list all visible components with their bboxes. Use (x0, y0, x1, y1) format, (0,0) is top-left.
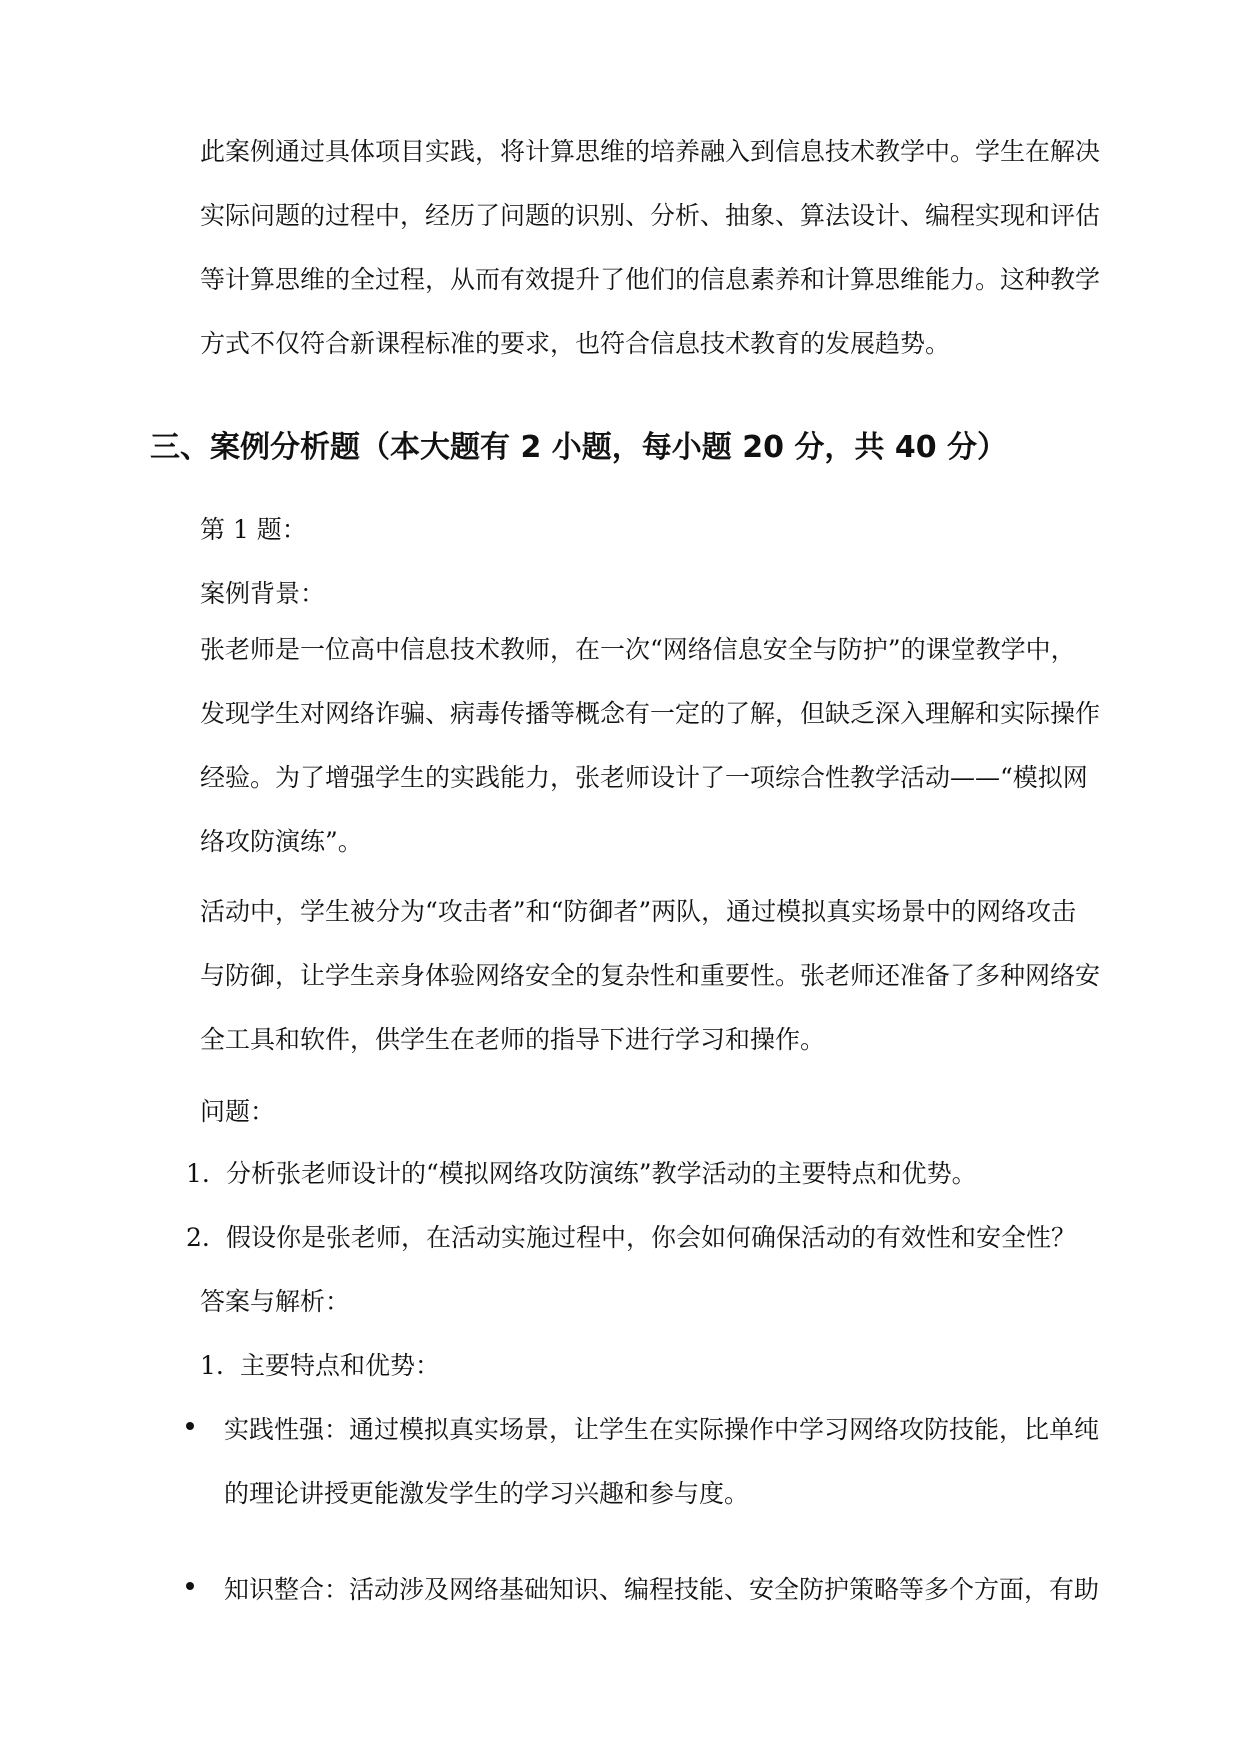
question-number: 2. (186, 1223, 210, 1252)
question-item (186, 1154, 1106, 1194)
answer-point-text: 主要特点和优势： (240, 1351, 441, 1380)
paragraph-summary: 此案例通过具体项目实践，将计算思维的培养融入到信息技术教学中。学生在解决实际问题的过程中，经历了问题的识别、分析、抽象、算法设计、编程实现和评估等计算思维的全过程，从而有效提升了他们的信息素养和计算思维能力。这种教学方式不仅符合新课程标准的要求，也符合信息技术教育的发展趋势。 (200, 137, 1101, 358)
background-label: 案例背景： (200, 579, 326, 608)
bullet-item (186, 1558, 1106, 1622)
question-label: 第 1 题： (200, 515, 307, 544)
answer-label: 答案与解析： (200, 1287, 351, 1316)
bullet-icon (186, 1582, 194, 1590)
questions-label: 问题： (200, 1097, 276, 1126)
bullet-item (186, 1398, 1106, 1526)
bullet-text: 知识整合：活动涉及网络基础知识、编程技能、安全防护策略等多个方面，有助 (224, 1575, 1100, 1604)
question-text: 分析张老师设计的“模拟网络攻防演练”教学活动的主要特点和优势。 (226, 1159, 977, 1188)
background-paragraph-2: 活动中，学生被分为“攻击者”和“防御者”两队，通过模拟真实场景中的网络攻击与防御，让学生亲身体验网络安全的复杂性和重要性。张老师还准备了多种网络安全工具和软件，供学生在老师的指导下进行学习和操作。 (200, 897, 1101, 1054)
question-number: 1. (186, 1159, 210, 1188)
bullet-text: 实践性强：通过模拟真实场景，让学生在实际操作中学习网络攻防技能，比单纯的理论讲授更能激发学生的学习兴趣和参与度。 (224, 1415, 1100, 1508)
background-paragraph-1: 张老师是一位高中信息技术教师，在一次“网络信息安全与防护”的课堂教学中，发现学生对网络诈骗、病毒传播等概念有一定的了解，但缺乏深入理解和实际操作经验。为了增强学生的实践能力，张老师设计了一项综合性教学活动——“模拟网络攻防演练”。 (200, 635, 1101, 856)
section-heading: 三、案例分析题（本大题有 2 小题，每小题 20 分，共 40 分） (150, 430, 1008, 465)
answer-point-number: 1. (200, 1351, 224, 1380)
question-text: 假设你是张老师，在活动实施过程中，你会如何确保活动的有效性和安全性？ (226, 1223, 1077, 1252)
bullet-icon (186, 1422, 194, 1430)
answer-point (200, 1346, 1120, 1386)
question-item (186, 1218, 1106, 1258)
